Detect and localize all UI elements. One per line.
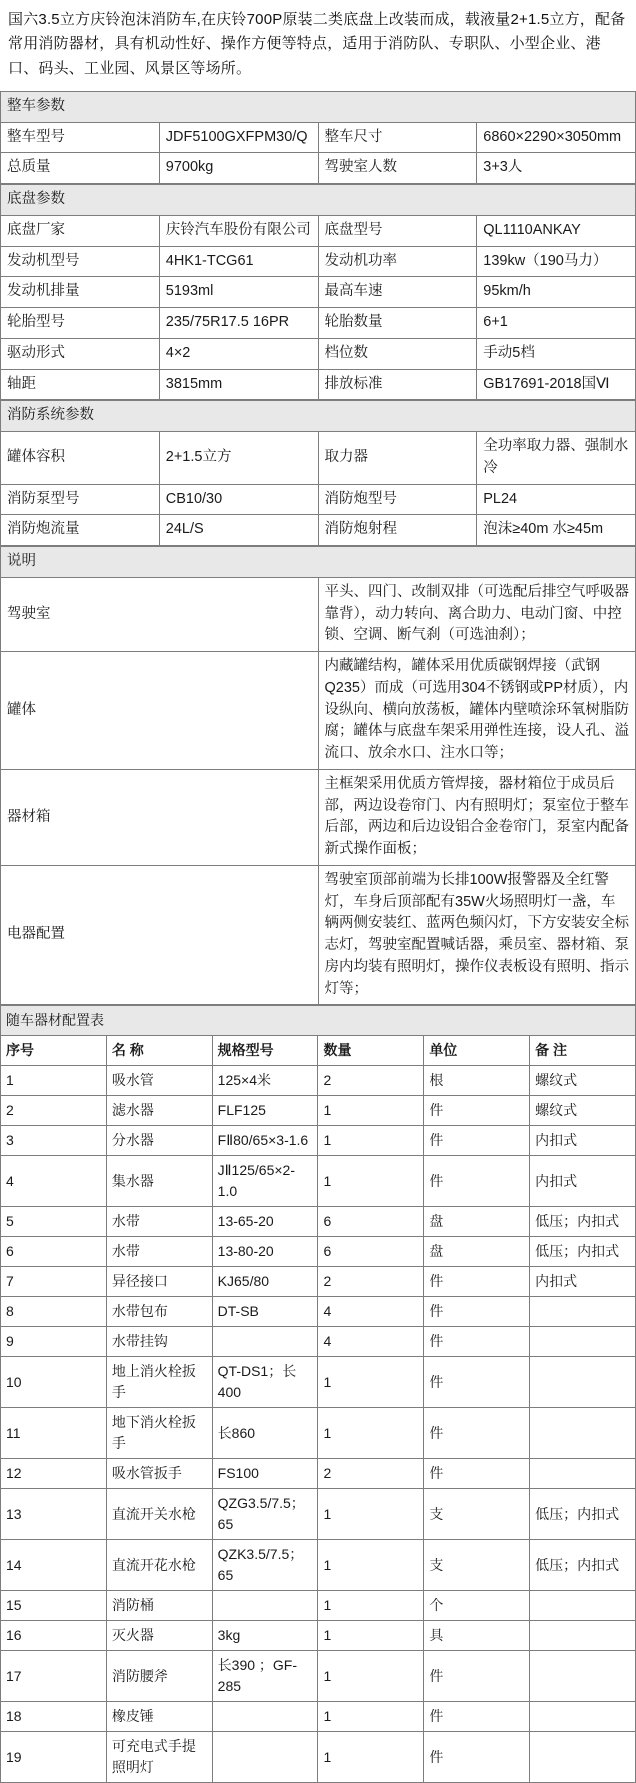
table-row xyxy=(1,1357,636,1408)
equip-qty-1: 1 xyxy=(318,1096,424,1126)
equip-no-7: 8 xyxy=(1,1297,107,1327)
equip-no-8: 9 xyxy=(1,1327,107,1357)
equip-no-12: 13 xyxy=(1,1489,107,1540)
chassis-label-0: 底盘厂家 xyxy=(1,215,160,246)
equip-no-18: 19 xyxy=(1,1732,107,1783)
table-row xyxy=(1,1732,636,1783)
chassis-params-table xyxy=(0,184,636,400)
equip-qty-17: 1 xyxy=(318,1702,424,1732)
equip-spec-10: 长860 xyxy=(212,1408,318,1459)
equip-spec-8 xyxy=(212,1327,318,1357)
equip-note-5: 低压；内扣式 xyxy=(530,1237,636,1267)
equip-unit-12: 支 xyxy=(424,1489,530,1540)
table-row xyxy=(1,865,636,1005)
equipment-header-row xyxy=(1,1036,636,1066)
table-row xyxy=(1,1207,636,1237)
equip-qty-8: 4 xyxy=(318,1327,424,1357)
fire-label2-1: 消防炮型号 xyxy=(318,484,477,515)
table-row xyxy=(1,1096,636,1126)
chassis-value-4: 4×2 xyxy=(159,338,318,369)
table-row xyxy=(1,215,636,246)
section-title-vehicle: 整车参数 xyxy=(1,91,636,122)
equip-spec-1: FLF125 xyxy=(212,1096,318,1126)
equip-spec-14 xyxy=(212,1591,318,1621)
chassis-value-1: 4HK1-TCG61 xyxy=(159,246,318,277)
table-row xyxy=(1,338,636,369)
fire-value-2: 24L/S xyxy=(159,515,318,546)
equip-name-13: 直流开花水枪 xyxy=(106,1540,212,1591)
equip-qty-14: 1 xyxy=(318,1591,424,1621)
equip-spec-4: 13-65-20 xyxy=(212,1207,318,1237)
equip-unit-0: 根 xyxy=(424,1066,530,1096)
equip-no-9: 10 xyxy=(1,1357,107,1408)
equip-unit-10: 件 xyxy=(424,1408,530,1459)
description-label-1: 罐体 xyxy=(1,652,319,770)
equip-qty-2: 1 xyxy=(318,1126,424,1156)
equip-name-12: 直流开关水枪 xyxy=(106,1489,212,1540)
equipment-table xyxy=(0,1005,636,1783)
equip-note-17 xyxy=(530,1702,636,1732)
equip-qty-9: 1 xyxy=(318,1357,424,1408)
equip-qty-7: 4 xyxy=(318,1297,424,1327)
equip-name-6: 异径接口 xyxy=(106,1267,212,1297)
header-qty: 数量 xyxy=(318,1036,424,1066)
chassis-label2-0: 底盘型号 xyxy=(318,215,477,246)
equip-note-8 xyxy=(530,1327,636,1357)
table-row xyxy=(1,1408,636,1459)
equip-spec-18 xyxy=(212,1732,318,1783)
description-text-1: 内藏罐结构，罐体采用优质碳钢焊接（武钢Q235）而成（可选用304不锈钢或PP材质），内设纵向、横向放荡板，罐体内壁喷涂环氧树脂防腐；罐体与底盘车架采用弹性连接，设人孔、溢流口、放余水口、注水口等； xyxy=(318,652,636,770)
equip-note-10 xyxy=(530,1408,636,1459)
vehicle-label-1: 总质量 xyxy=(1,153,160,184)
chassis-label-3: 轮胎型号 xyxy=(1,308,160,339)
equip-qty-16: 1 xyxy=(318,1651,424,1702)
equip-qty-0: 2 xyxy=(318,1066,424,1096)
equip-qty-3: 1 xyxy=(318,1156,424,1207)
table-row xyxy=(1,1066,636,1096)
vehicle-value2-0: 6860×2290×3050mm xyxy=(477,122,636,153)
equip-no-5: 6 xyxy=(1,1237,107,1267)
header-spec: 规格型号 xyxy=(212,1036,318,1066)
fire-value-0: 2+1.5立方 xyxy=(159,432,318,485)
section-title-equipment: 随车器材配置表 xyxy=(1,1006,636,1036)
equip-name-10: 地下消火栓扳手 xyxy=(106,1408,212,1459)
table-row xyxy=(1,369,636,400)
chassis-value2-0: QL1110ANKAY xyxy=(477,215,636,246)
equip-spec-6: KJ65/80 xyxy=(212,1267,318,1297)
fire-system-params-table xyxy=(0,400,636,546)
equip-no-17: 18 xyxy=(1,1702,107,1732)
chassis-label-2: 发动机排量 xyxy=(1,277,160,308)
equip-note-7 xyxy=(530,1297,636,1327)
equip-no-6: 7 xyxy=(1,1267,107,1297)
equip-name-0: 吸水管 xyxy=(106,1066,212,1096)
fire-label2-2: 消防炮射程 xyxy=(318,515,477,546)
table-row xyxy=(1,1651,636,1702)
equip-name-4: 水带 xyxy=(106,1207,212,1237)
equip-name-11: 吸水管扳手 xyxy=(106,1459,212,1489)
equip-spec-9: QT-DS1；长400 xyxy=(212,1357,318,1408)
table-row xyxy=(1,577,636,651)
equip-name-2: 分水器 xyxy=(106,1126,212,1156)
chassis-label-4: 驱动形式 xyxy=(1,338,160,369)
table-row xyxy=(1,432,636,485)
vehicle-value2-1: 3+3人 xyxy=(477,153,636,184)
chassis-value2-1: 139kw（190马力） xyxy=(477,246,636,277)
header-note: 备 注 xyxy=(530,1036,636,1066)
fire-value2-0: 全功率取力器、强制水冷 xyxy=(477,432,636,485)
equip-name-17: 橡皮锤 xyxy=(106,1702,212,1732)
equip-unit-4: 盘 xyxy=(424,1207,530,1237)
chassis-value-0: 庆铃汽车股份有限公司 xyxy=(159,215,318,246)
equip-note-18 xyxy=(530,1732,636,1783)
equip-unit-6: 件 xyxy=(424,1267,530,1297)
equip-name-16: 消防腰斧 xyxy=(106,1651,212,1702)
equip-unit-13: 支 xyxy=(424,1540,530,1591)
fire-value2-1: PL24 xyxy=(477,484,636,515)
equip-qty-6: 2 xyxy=(318,1267,424,1297)
equip-no-16: 17 xyxy=(1,1651,107,1702)
equip-unit-15: 具 xyxy=(424,1621,530,1651)
equip-name-1: 滤水器 xyxy=(106,1096,212,1126)
section-header-chassis xyxy=(1,185,636,216)
header-name: 名 称 xyxy=(106,1036,212,1066)
equip-no-13: 14 xyxy=(1,1540,107,1591)
equip-note-9 xyxy=(530,1357,636,1408)
equip-unit-3: 件 xyxy=(424,1156,530,1207)
fire-value-1: CB10/30 xyxy=(159,484,318,515)
equip-name-8: 水带挂钩 xyxy=(106,1327,212,1357)
description-table xyxy=(0,546,636,1005)
equip-spec-13: QZK3.5/7.5；65 xyxy=(212,1540,318,1591)
equip-spec-17 xyxy=(212,1702,318,1732)
equip-note-16 xyxy=(530,1651,636,1702)
table-row xyxy=(1,1489,636,1540)
equip-qty-5: 6 xyxy=(318,1237,424,1267)
equip-name-9: 地上消火栓扳手 xyxy=(106,1357,212,1408)
equip-note-0: 螺纹式 xyxy=(530,1066,636,1096)
equip-note-6: 内扣式 xyxy=(530,1267,636,1297)
equip-note-3: 内扣式 xyxy=(530,1156,636,1207)
equip-note-15 xyxy=(530,1621,636,1651)
equip-no-15: 16 xyxy=(1,1621,107,1651)
table-row xyxy=(1,1621,636,1651)
chassis-value2-3: 6+1 xyxy=(477,308,636,339)
equip-unit-17: 件 xyxy=(424,1702,530,1732)
table-row xyxy=(1,484,636,515)
equip-note-13: 低压；内扣式 xyxy=(530,1540,636,1591)
vehicle-label-0: 整车型号 xyxy=(1,122,160,153)
equip-name-18: 可充电式手提照明灯 xyxy=(106,1732,212,1783)
table-row xyxy=(1,308,636,339)
vehicle-value-1: 9700kg xyxy=(159,153,318,184)
equip-qty-4: 6 xyxy=(318,1207,424,1237)
chassis-label2-5: 排放标准 xyxy=(318,369,477,400)
intro-paragraph: 国六3.5立方庆铃泡沫消防车,在庆铃700P原装二类底盘上改装而成，载液量2+1.5立方，配备常用消防器材，具有机动性好、操作方便等特点，适用于消防队、专职队、小型企业、港口、码头、工业园、风景区等场所。 xyxy=(8,11,626,77)
equip-note-11 xyxy=(530,1459,636,1489)
fire-label2-0: 取力器 xyxy=(318,432,477,485)
equip-qty-11: 2 xyxy=(318,1459,424,1489)
table-row xyxy=(1,1297,636,1327)
table-row xyxy=(1,1237,636,1267)
equip-spec-3: JⅡ125/65×2-1.0 xyxy=(212,1156,318,1207)
chassis-value2-2: 95km/h xyxy=(477,277,636,308)
equip-note-1: 螺纹式 xyxy=(530,1096,636,1126)
equip-name-14: 消防桶 xyxy=(106,1591,212,1621)
chassis-label2-2: 最高车速 xyxy=(318,277,477,308)
chassis-label-1: 发动机型号 xyxy=(1,246,160,277)
equip-note-2: 内扣式 xyxy=(530,1126,636,1156)
equip-qty-10: 1 xyxy=(318,1408,424,1459)
equip-spec-0: 125×4米 xyxy=(212,1066,318,1096)
equip-spec-5: 13-80-20 xyxy=(212,1237,318,1267)
chassis-label2-1: 发动机功率 xyxy=(318,246,477,277)
equip-note-4: 低压；内扣式 xyxy=(530,1207,636,1237)
equip-unit-8: 件 xyxy=(424,1327,530,1357)
equip-spec-15: 3kg xyxy=(212,1621,318,1651)
description-text-0: 平头、四门、改制双排（可选配后排空气呼吸器靠背），动力转向、离合助力、电动门窗、中控锁、空调、断气刹（可选油刹）； xyxy=(318,577,636,651)
table-row xyxy=(1,652,636,770)
table-row xyxy=(1,1126,636,1156)
section-title-fire-system: 消防系统参数 xyxy=(1,401,636,432)
equip-unit-11: 件 xyxy=(424,1459,530,1489)
equip-qty-15: 1 xyxy=(318,1621,424,1651)
equip-unit-1: 件 xyxy=(424,1096,530,1126)
vehicle-params-table xyxy=(0,91,636,184)
fire-label-1: 消防泵型号 xyxy=(1,484,160,515)
header-no: 序号 xyxy=(1,1036,107,1066)
vehicle-value-0: JDF5100GXFPM30/Q xyxy=(159,122,318,153)
equip-no-3: 4 xyxy=(1,1156,107,1207)
equip-name-15: 灭火器 xyxy=(106,1621,212,1651)
equip-qty-12: 1 xyxy=(318,1489,424,1540)
equip-no-4: 5 xyxy=(1,1207,107,1237)
description-text-2: 主框架采用优质方管焊接，器材箱位于成员后部，两边设卷帘门、内有照明灯；泵室位于整车后部，两边和后边设铝合金卷帘门，泵室内配备新式操作面板； xyxy=(318,769,636,865)
equip-unit-9: 件 xyxy=(424,1357,530,1408)
equip-note-12: 低压；内扣式 xyxy=(530,1489,636,1540)
equip-unit-2: 件 xyxy=(424,1126,530,1156)
table-row xyxy=(1,153,636,184)
equip-name-5: 水带 xyxy=(106,1237,212,1267)
equip-spec-2: FⅡ80/65×3-1.6 xyxy=(212,1126,318,1156)
table-row xyxy=(1,1267,636,1297)
description-text-3: 驾驶室顶部前端为长排100W报警器及全红警灯，车身后顶部配有35W火场照明灯一盏，车辆两侧安装红、蓝两色频闪灯，下方安装安全标志灯，驾驶室配置喊话器，乘员室、器材箱、泵房内均装有照明灯，操作仪表板设有照明、指示灯等； xyxy=(318,865,636,1005)
section-title-chassis: 底盘参数 xyxy=(1,185,636,216)
vehicle-label2-0: 整车尺寸 xyxy=(318,122,477,153)
table-row xyxy=(1,1702,636,1732)
section-title-description: 说明 xyxy=(1,547,636,578)
equip-spec-16: 长390 ；GF-285 xyxy=(212,1651,318,1702)
equip-unit-18: 件 xyxy=(424,1732,530,1783)
table-row xyxy=(1,1540,636,1591)
vehicle-label2-1: 驾驶室人数 xyxy=(318,153,477,184)
equip-spec-7: DT-SB xyxy=(212,1297,318,1327)
equip-note-14 xyxy=(530,1591,636,1621)
chassis-value-2: 5193ml xyxy=(159,277,318,308)
section-header-vehicle xyxy=(1,91,636,122)
fire-value2-2: 泡沫≥40m 水≥45m xyxy=(477,515,636,546)
section-header-equipment xyxy=(1,1006,636,1036)
description-label-2: 器材箱 xyxy=(1,769,319,865)
chassis-value2-4: 手动5档 xyxy=(477,338,636,369)
equip-unit-14: 个 xyxy=(424,1591,530,1621)
equip-name-3: 集水器 xyxy=(106,1156,212,1207)
chassis-label2-3: 轮胎数量 xyxy=(318,308,477,339)
equip-spec-12: QZG3.5/7.5；65 xyxy=(212,1489,318,1540)
table-row xyxy=(1,277,636,308)
equip-no-10: 11 xyxy=(1,1408,107,1459)
section-header-description xyxy=(1,547,636,578)
table-row xyxy=(1,246,636,277)
equip-qty-18: 1 xyxy=(318,1732,424,1783)
equip-no-2: 3 xyxy=(1,1126,107,1156)
table-row xyxy=(1,1459,636,1489)
equip-unit-16: 件 xyxy=(424,1651,530,1702)
chassis-label2-4: 档位数 xyxy=(318,338,477,369)
table-row xyxy=(1,515,636,546)
chassis-value-5: 3815mm xyxy=(159,369,318,400)
equip-name-7: 水带包布 xyxy=(106,1297,212,1327)
header-unit: 单位 xyxy=(424,1036,530,1066)
chassis-label-5: 轴距 xyxy=(1,369,160,400)
equip-unit-7: 件 xyxy=(424,1297,530,1327)
section-header-fire-system xyxy=(1,401,636,432)
fire-label-2: 消防炮流量 xyxy=(1,515,160,546)
equip-no-14: 15 xyxy=(1,1591,107,1621)
equip-no-0: 1 xyxy=(1,1066,107,1096)
table-row xyxy=(1,769,636,865)
description-label-3: 电器配置 xyxy=(1,865,319,1005)
equip-unit-5: 盘 xyxy=(424,1237,530,1267)
table-row xyxy=(1,1591,636,1621)
equip-spec-11: FS100 xyxy=(212,1459,318,1489)
chassis-value2-5: GB17691-2018国Ⅵ xyxy=(477,369,636,400)
equip-no-1: 2 xyxy=(1,1096,107,1126)
table-row xyxy=(1,1327,636,1357)
equip-no-11: 12 xyxy=(1,1459,107,1489)
chassis-value-3: 235/75R17.5 16PR xyxy=(159,308,318,339)
description-label-0: 驾驶室 xyxy=(1,577,319,651)
equip-qty-13: 1 xyxy=(318,1540,424,1591)
table-row xyxy=(1,122,636,153)
fire-label-0: 罐体容积 xyxy=(1,432,160,485)
table-row xyxy=(1,1156,636,1207)
